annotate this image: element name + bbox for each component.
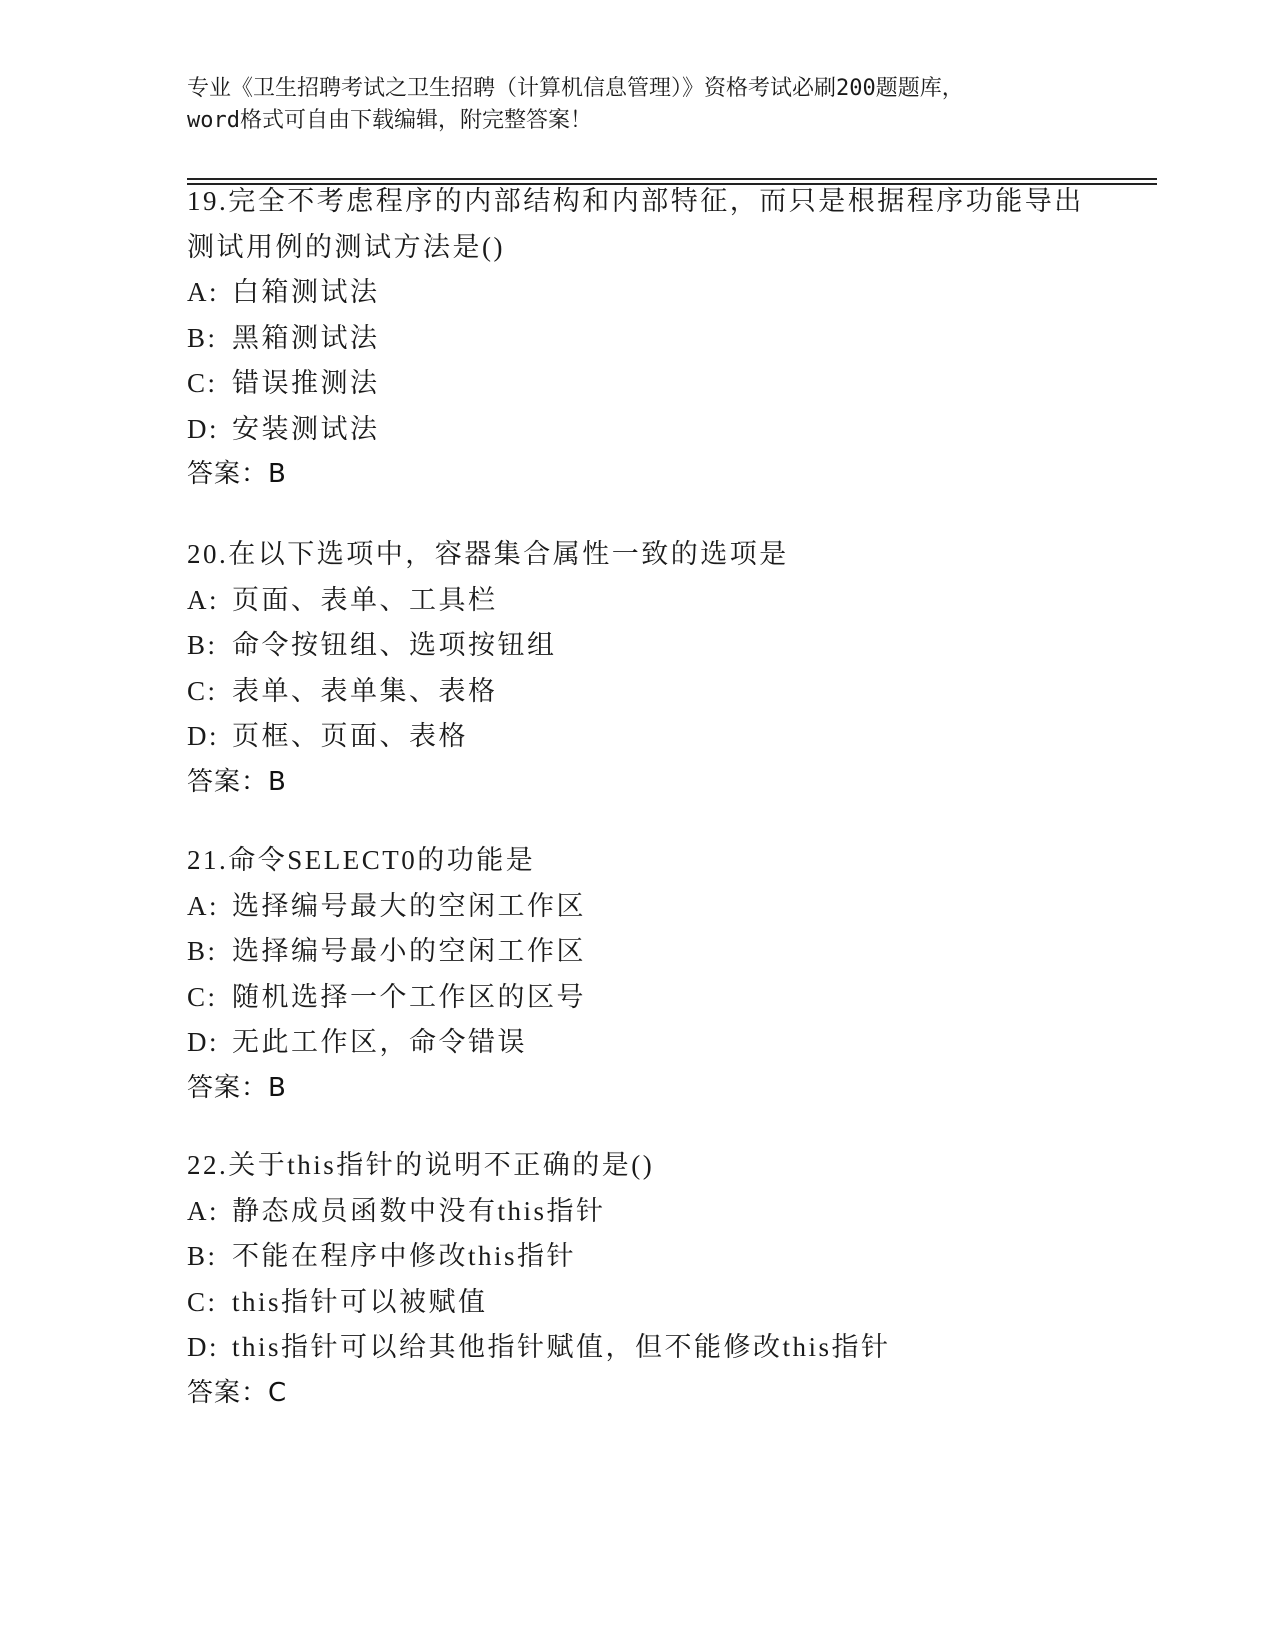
option-letter: B: <box>187 936 218 966</box>
answer-label: 答案： <box>187 459 269 489</box>
option-letter: B: <box>187 322 218 353</box>
option-text: 选择编号最小的空闲工作区 <box>232 936 586 966</box>
option-c <box>187 669 1147 715</box>
question-stem-line: 20.在以下选项中，容器集合属性一致的选项是 <box>187 539 789 569</box>
answer-line <box>187 1371 1147 1417</box>
option-c <box>187 975 1147 1021</box>
option-text: 白箱测试法 <box>232 277 380 307</box>
option-letter: B: <box>187 630 218 660</box>
option-letter: C: <box>187 981 218 1012</box>
answer-value: B <box>268 459 286 489</box>
option-b <box>187 623 1147 669</box>
answer-value: C <box>268 1377 287 1408</box>
option-a <box>187 270 1147 316</box>
option-text: 无此工作区，命令错误 <box>232 1027 527 1057</box>
option-letter: C: <box>187 675 218 706</box>
option-a <box>187 884 1147 930</box>
option-letter: D: <box>187 1027 219 1057</box>
question-22 <box>187 1143 1147 1416</box>
question-stem-line: 22.关于this指针的说明不正确的是() <box>187 1150 655 1180</box>
option-text: 命令按钮组、选项按钮组 <box>232 630 557 660</box>
option-letter: A: <box>187 890 219 921</box>
answer-label: 答案： <box>187 766 269 797</box>
answer-label: 答案： <box>187 1377 269 1408</box>
option-text: 选择编号最大的空闲工作区 <box>232 890 586 921</box>
question-stem-line: 21.命令SELECT0的功能是 <box>187 845 536 875</box>
document-header <box>187 73 1087 137</box>
option-letter: A: <box>187 1195 219 1226</box>
answer-line <box>187 1066 1147 1112</box>
option-d <box>187 407 1147 453</box>
option-b <box>187 1234 1147 1280</box>
option-letter: C: <box>187 1286 218 1317</box>
option-d <box>187 1020 1147 1066</box>
option-a <box>187 1189 1147 1235</box>
option-text: 安装测试法 <box>232 413 380 444</box>
answer-line <box>187 452 1147 498</box>
option-text: 错误推测法 <box>232 368 380 398</box>
option-c <box>187 1280 1147 1326</box>
option-c <box>187 361 1147 407</box>
option-letter: D: <box>187 413 219 444</box>
question-19 <box>187 179 1147 498</box>
option-letter: A: <box>187 584 219 615</box>
answer-label: 答案： <box>187 1072 269 1103</box>
option-letter: C: <box>187 368 218 398</box>
option-letter: D: <box>187 721 219 751</box>
option-letter: A: <box>187 277 219 307</box>
option-b <box>187 316 1147 362</box>
option-d <box>187 1325 1147 1371</box>
option-text: this指针可以被赋值 <box>232 1286 488 1317</box>
option-text: 静态成员函数中没有this指针 <box>232 1195 606 1226</box>
answer-line <box>187 760 1147 806</box>
option-text: 黑箱测试法 <box>232 322 380 353</box>
question-stem-line: 19.完全不考虑程序的内部结构和内部特征，而只是根据程序功能导出 <box>187 186 1084 216</box>
option-text: 页框、页面、表格 <box>232 721 468 751</box>
option-text: 随机选择一个工作区的区号 <box>232 981 586 1012</box>
answer-value: B <box>268 766 286 797</box>
header-line-1: 专业《卫生招聘考试之卫生招聘（计算机信息管理）》资格考试必刷200题题库， <box>187 76 964 101</box>
option-letter: B: <box>187 1241 218 1271</box>
question-20 <box>187 532 1147 805</box>
option-text: this指针可以给其他指针赋值，但不能修改this指针 <box>232 1332 891 1362</box>
option-a <box>187 578 1147 624</box>
option-text: 页面、表单、工具栏 <box>232 584 498 615</box>
option-b <box>187 929 1147 975</box>
question-21 <box>187 838 1147 1111</box>
option-letter: D: <box>187 1332 219 1362</box>
question-stem-line: 测试用例的测试方法是() <box>187 231 505 262</box>
option-text: 表单、表单集、表格 <box>232 675 498 706</box>
option-d <box>187 714 1147 760</box>
answer-value: B <box>268 1072 286 1103</box>
header-line-2: word格式可自由下载编辑，附完整答案！ <box>187 108 592 133</box>
option-text: 不能在程序中修改this指针 <box>232 1241 577 1271</box>
